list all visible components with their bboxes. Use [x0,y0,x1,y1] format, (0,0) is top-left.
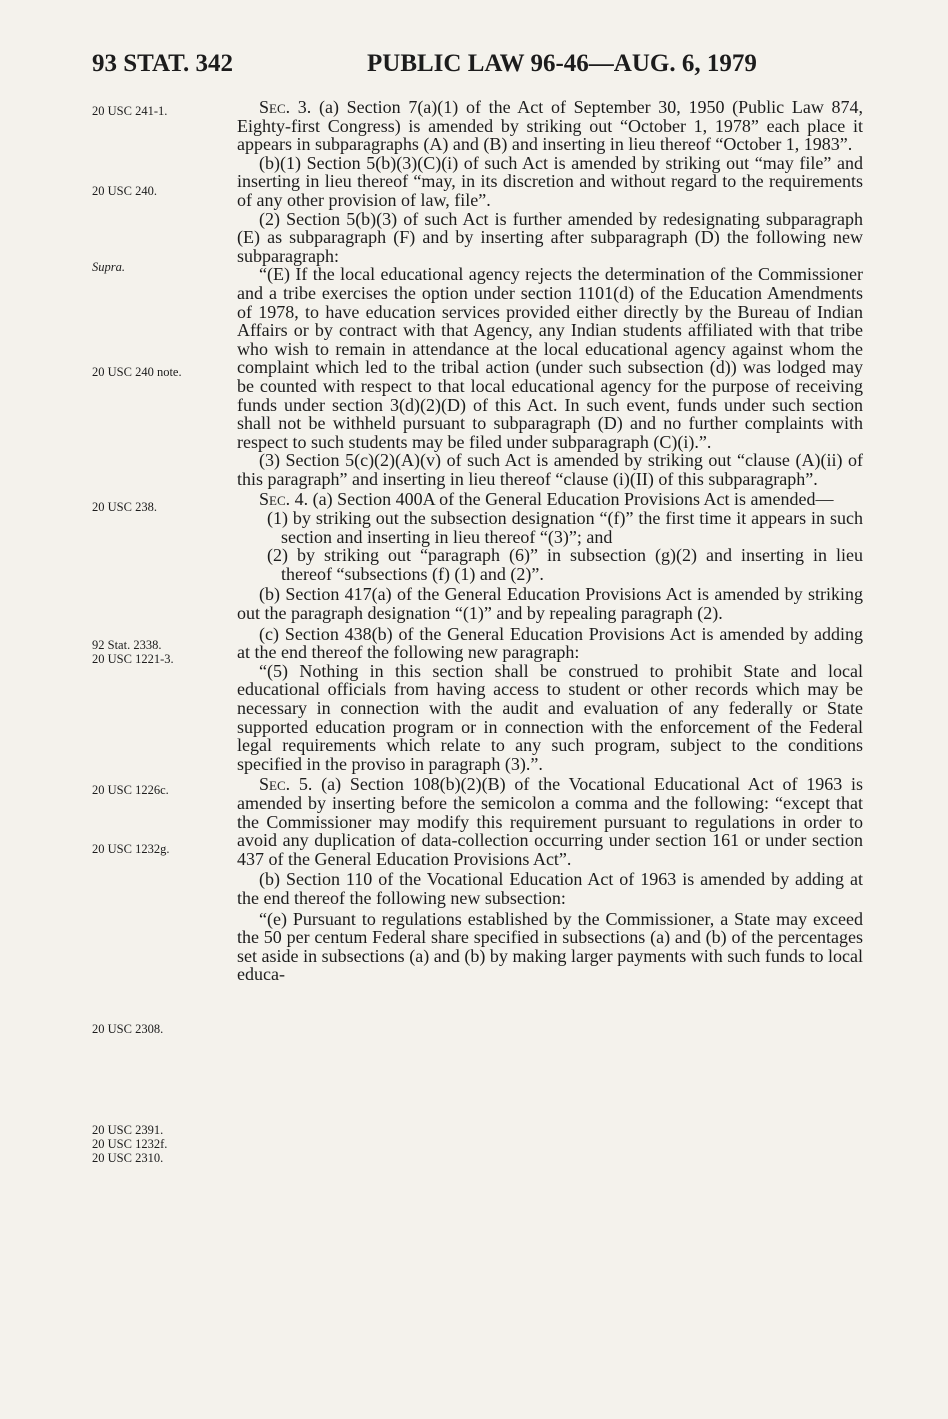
sec4-a2: (2) by striking out “paragraph (6)” in subsection (g)(2) and inserting in lieu thereof “subsections (f) (1) and (2)”. [267,545,863,584]
margin-notes [92,0,232,1419]
margin-note-20usc1226c: 20 USC 1226c. [92,783,169,797]
sec4-a1: (1) by striking out the subsection designation “(f)” the first time it appears in such section and inserting in lieu thereof “(3)”; and [267,508,863,547]
margin-note-20usc2391: 20 USC 2391. 20 USC 1232f. 20 USC 2310. [92,1123,168,1165]
sec4-a [237,490,863,509]
sec3-a-text: (a) Section 7(a)(1) of the Act of September 30, 1950 (Public Law 874, Eighty-first Congress) is amended by striking out “October 1, 1978” each place it appears in subparagraphs (A) and (B) and inserting in lieu thereof “October 1, 1983”. [237,97,863,155]
margin-note-20usc240: 20 USC 240. [92,184,157,198]
sec3-b3: (3) Section 5(c)(2)(A)(v) of such Act is amended by striking out “clause (A)(ii) of this paragraph” and inserting in lieu thereof “clause (i)(II) of this subparagraph”. [237,450,863,489]
margin-note-20usc1232g: 20 USC 1232g. [92,842,170,856]
margin-note-20usc241-1: 20 USC 241-1. [92,104,168,118]
sec3-b2: (2) Section 5(b)(3) of such Act is further amended by redesignating subparagraph (E) as subparagraph (F) and by inserting after subparagraph (D) the following new subparagraph: [237,208,863,266]
public-law-title: PUBLIC LAW 96-46—AUG. 6, 1979 [367,50,757,77]
sec4-c-paragraph-5: “(5) Nothing in this section shall be construed to prohibit State and local educational officials from having access to student or other records which may be necessary in connection with the audit and evaluation of any federally or State supported education program or in connection with the enforcement of the Federal legal requirements which relate to any such program, subject to the conditions specified in the proviso in paragraph (3).”. [237,660,863,774]
stat-page-number: 93 STAT. 342 [92,50,233,77]
sec5-a-text: (a) Section 108(b)(2)(B) of the Vocational Educational Act of 1963 is amended by inserting before the semicolon a comma and the following: “except that the Commissioner may modify this requirement pursuant to regulations in order to avoid any duplication of data-collection occurring under section 161 or under section 437 of the General Education Provisions Act”. [237,774,863,869]
sec5-b: (b) Section 110 of the Vocational Education Act of 1963 is amended by adding at the end thereof the following new subsection: [237,869,863,908]
sec4-label: Sec. 4. [259,489,309,510]
sec3-a [237,98,863,154]
margin-note-20usc2308: 20 USC 2308. [92,1022,164,1036]
sec4-b: (b) Section 417(a) of the General Education Provisions Act is amended by striking out the paragraph designation “(1)” and by repealing paragraph (2). [237,584,863,624]
margin-note-20usc240-note: 20 USC 240 note. [92,365,182,379]
sec4-c: (c) Section 438(b) of the General Education Provisions Act is amended by adding at the end thereof the following new paragraph: [237,623,863,663]
sec5-label: Sec. 5. [259,774,313,795]
sec4-a-text: (a) Section 400A of the General Education Provisions Act is amended— [308,489,834,510]
margin-note-supra: Supra. [92,260,125,274]
statute-body [237,98,863,984]
sec5-b-subsection-e: “(e) Pursuant to regulations established by the Commissioner, a State may exceed the 50 per centum Federal share specified in subsections (a) and (b) of the percentages set aside in subsections (a) and (b) by making larger payments with such funds to local educa- [237,908,863,985]
sec3-subparagraph-e: “(E) If the local educational agency rejects the determination of the Commissioner and a tribe exercises the option under section 1101(d) of the Education Amendments of 1978, to have education services provided either directly by the Bureau of Indian Affairs or by contract with that Agency, any Indian students affiliated with that tribe who wish to remain in attendance at the local educational agency against whom the complaint which led to the tribal action (under such subsection (d)) was lodged may be counted with respect to that local educational agency for the purpose of receiving funds under section 3(d)(2)(D) of this Act. In such event, funds under such section shall not be withheld pursuant to subparagraph (D) and no further complaints with respect to such students may be filed under subparagraph (C)(i).”. [237,264,863,452]
sec3-b1: (b)(1) Section 5(b)(3)(C)(i) of such Act is amended by striking out “may file” and inserting in lieu thereof “may, in its discretion and without regard to the requirements of any other provision of law, file”. [237,152,863,210]
margin-note-20usc238: 20 USC 238. [92,500,157,514]
sec3-label: Sec. 3. [259,97,312,117]
sec5-a [237,775,863,868]
margin-note-92stat2338: 92 Stat. 2338. 20 USC 1221-3. [92,638,174,666]
